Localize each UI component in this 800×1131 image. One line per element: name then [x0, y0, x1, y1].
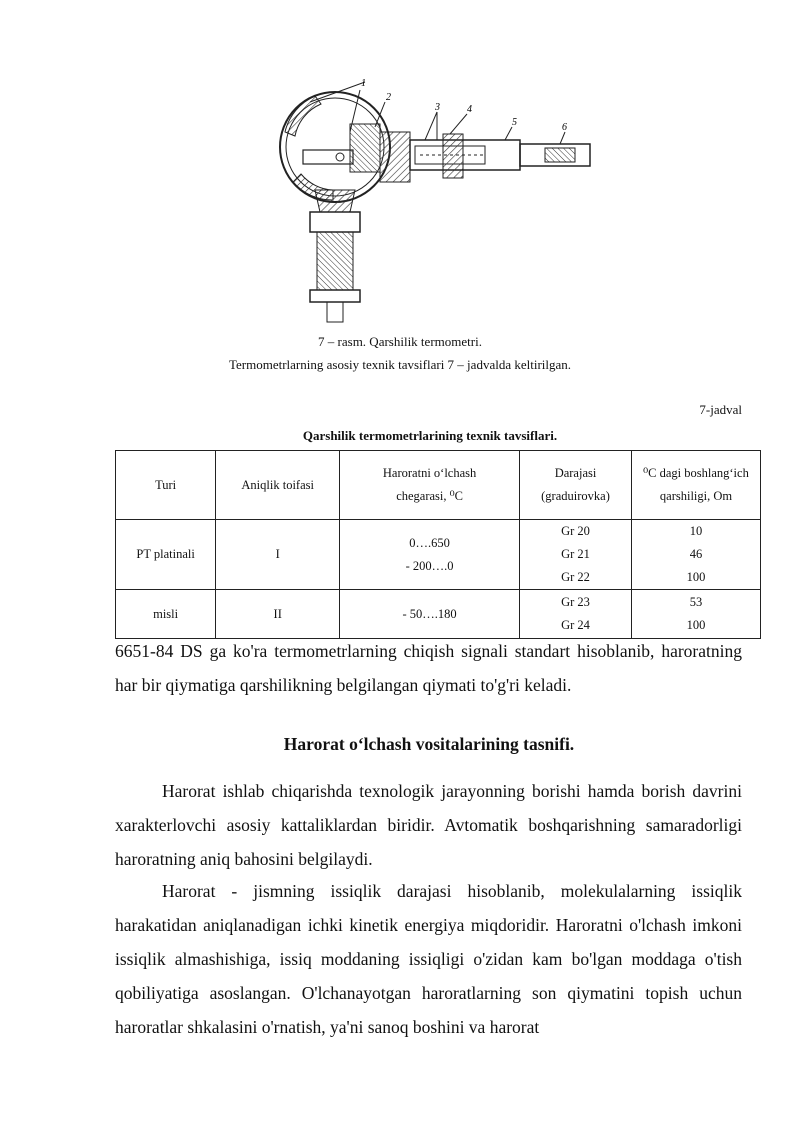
table-row [116, 520, 761, 590]
table-title: Qarshilik termometrlarining texnik tavsiflari. [302, 428, 558, 443]
header-range: Haroratni o‘lchash chegarasi, ⁰C [340, 451, 520, 520]
spec-table [115, 450, 761, 639]
header-type: Turi [116, 451, 216, 520]
cell-type: PT platinali [116, 520, 216, 590]
thermometer-drawing [255, 72, 605, 327]
cell-grades: Gr 23 Gr 24 [520, 590, 632, 639]
paragraph-2: Harorat - jismning issiqlik darajasi hisoblanib, molekulalarning issiqlik harakatidan aniqlanadigan ichki kinetik energiya miqdoridir. Haroratni o'lchash imkoni issiqlik almashishiga, issiq moddaning issiqligi o'zidan kam bo'lgan moddaga o'tish qobiliyatiga asoslangan. O'lchanayotgan haroratlarning son qiymatini topish uchun haroratlar shkalasini o'rnatish, ya'ni sanoq boshini va harorat [115, 881, 742, 1037]
table-row [116, 590, 761, 639]
cell-accuracy: II [216, 590, 340, 639]
header-resistance: ⁰C dagi boshlang‘ich qarshiligi, Om [632, 451, 761, 520]
section-title: Harorat o‘lchash vositalarining tasnifi. [283, 734, 575, 754]
table-label: 7-jadval [699, 402, 742, 417]
table-header-row [116, 451, 761, 520]
figure-label-2: 2 [386, 92, 391, 103]
figure-caption: 7 – rasm. Qarshilik termometri. [318, 334, 482, 349]
paragraph-intro: 6651-84 DS ga ko'ra termometrlarning chiqish signali standart hisoblanib, haroratning har bir qiymatiga qarshilikning belgilangan qiymati to'g'ri keladi. [115, 641, 742, 695]
figure-label-3: 3 [435, 102, 440, 113]
header-graduation: Darajasi (graduirovka) [520, 451, 632, 520]
figure-label-4: 4 [467, 104, 472, 115]
cell-accuracy: I [216, 520, 340, 590]
cell-resistances: 53 100 [632, 590, 761, 639]
cell-grades: Gr 20 Gr 21 Gr 22 [520, 520, 632, 590]
cell-resistances: 10 46 100 [632, 520, 761, 590]
cell-type: misli [116, 590, 216, 639]
header-accuracy: Aniqlik toifasi [216, 451, 340, 520]
figure-label-1: 1 [361, 78, 366, 89]
figure-label-6: 6 [562, 122, 567, 133]
intro-line: Termometrlarning asosiy texnik tavsiflari 7 – jadvalda keltirilgan. [228, 357, 572, 372]
cell-range: - 50….180 [340, 590, 520, 639]
figure-label-5: 5 [512, 117, 517, 128]
thermometer-figure [255, 72, 605, 327]
cell-range: 0….650 - 200….0 [340, 520, 520, 590]
paragraph-1: Harorat ishlab chiqarishda texnologik jarayonning borishi hamda borish davrini xarakterlovchi asosiy kattaliklardan biridir. Avtomatik boshqarishning samaradorligi haroratning aniq bahosini belgilaydi. [115, 781, 742, 869]
